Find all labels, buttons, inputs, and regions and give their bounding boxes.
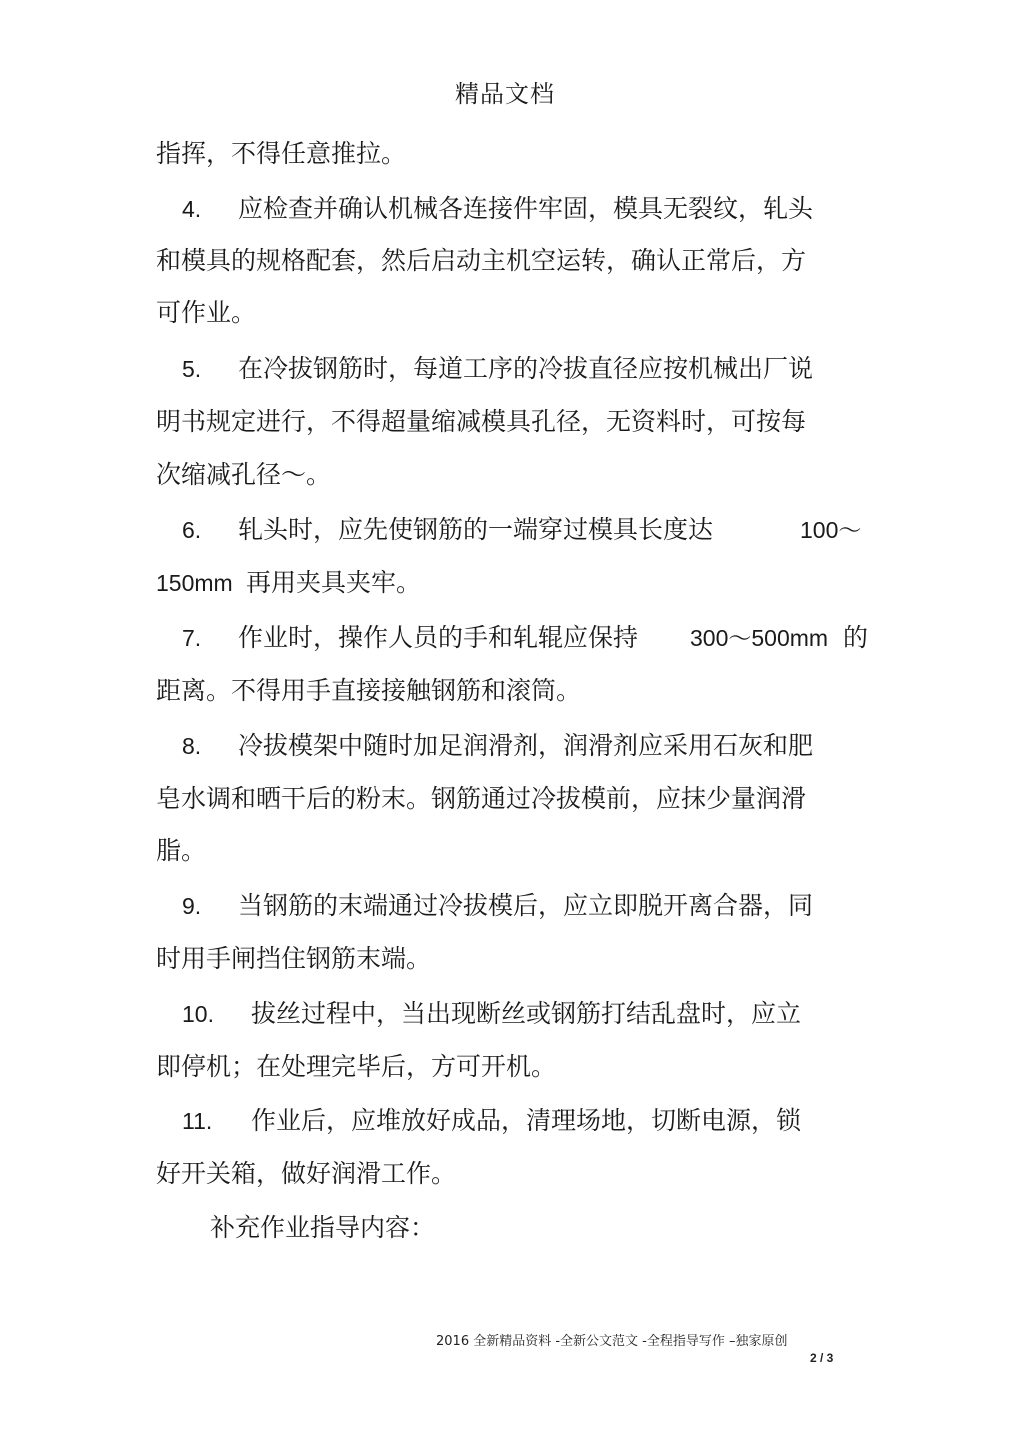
- item-10-line-1: 拔丝过程中，当出现断丝或钢筋打结乱盘时，应立: [251, 999, 802, 1028]
- item-8-line-2: 皂水调和晒干后的粉末。钢筋通过冷拔模前，应抹少量润滑: [156, 784, 807, 813]
- item-11-line-2: 好开关箱，做好润滑工作。: [156, 1159, 457, 1188]
- item-7-distance-value: 300～500mm: [690, 625, 829, 651]
- page-header-title: 精品文档: [455, 80, 555, 108]
- item-5-line-2: 明书规定进行，不得超量缩减模具孔径，无资料时，可按每: [156, 407, 807, 436]
- item-10-number: 10.: [182, 1001, 214, 1027]
- item-6-number: 6.: [182, 517, 202, 543]
- item-8-line-1: 冷拔模架中随时加足润滑剂，润滑剂应采用石灰和肥: [238, 731, 814, 760]
- item-5-number: 5.: [182, 356, 202, 382]
- item-7-line-2: 距离。不得用手直接接触钢筋和滚筒。: [156, 676, 582, 705]
- item-4-line-1: 应检查并确认机械各连接件牢固，模具无裂纹，轧头: [238, 194, 814, 223]
- supplement-heading: 补充作业指导内容：: [210, 1213, 436, 1242]
- item-6-length-value: 100～: [800, 517, 862, 543]
- footer-text: 2016 全新精品资料 -全新公文范文 -全程指导写作 –独家原创: [436, 1334, 788, 1349]
- item-9-line-1: 当钢筋的末端通过冷拔模后，应立即脱开离合器，同: [238, 891, 814, 920]
- item-5-line-1: 在冷拔钢筋时，每道工序的冷拔直径应按机械出厂说: [238, 354, 814, 383]
- item-6-line-1: 轧头时，应先使钢筋的一端穿过模具长度达: [238, 515, 714, 544]
- item-4-line-3: 可作业。: [156, 298, 257, 327]
- item-10-line-2: 即停机；在处理完毕后，方可开机。: [156, 1052, 557, 1081]
- item-6-line-2: 再用夹具夹牢。: [246, 568, 422, 597]
- page-number: 2 / 3: [810, 1351, 834, 1365]
- item-5-line-3: 次缩减孔径～。: [156, 460, 332, 489]
- item-4-line-2: 和模具的规格配套，然后启动主机空运转，确认正常后，方: [156, 246, 807, 275]
- item-6-length-value-end: 150mm: [156, 570, 233, 596]
- item-11-number: 11.: [182, 1108, 213, 1134]
- item-9-number: 9.: [182, 893, 202, 919]
- item-8-number: 8.: [182, 733, 202, 759]
- continued-text-line: 指挥，不得任意推拉。: [156, 139, 407, 168]
- item-7-line-1: 作业时，操作人员的手和轧辊应保持: [238, 623, 639, 652]
- item-7-line-1-tail: 的: [843, 623, 869, 652]
- item-11-line-1: 作业后，应堆放好成品，清理场地，切断电源，锁: [251, 1106, 802, 1135]
- item-7-number: 7.: [182, 625, 202, 651]
- item-4-number: 4.: [182, 196, 202, 222]
- item-9-line-2: 时用手闸挡住钢筋末端。: [156, 944, 432, 973]
- item-8-line-3: 脂。: [156, 836, 207, 865]
